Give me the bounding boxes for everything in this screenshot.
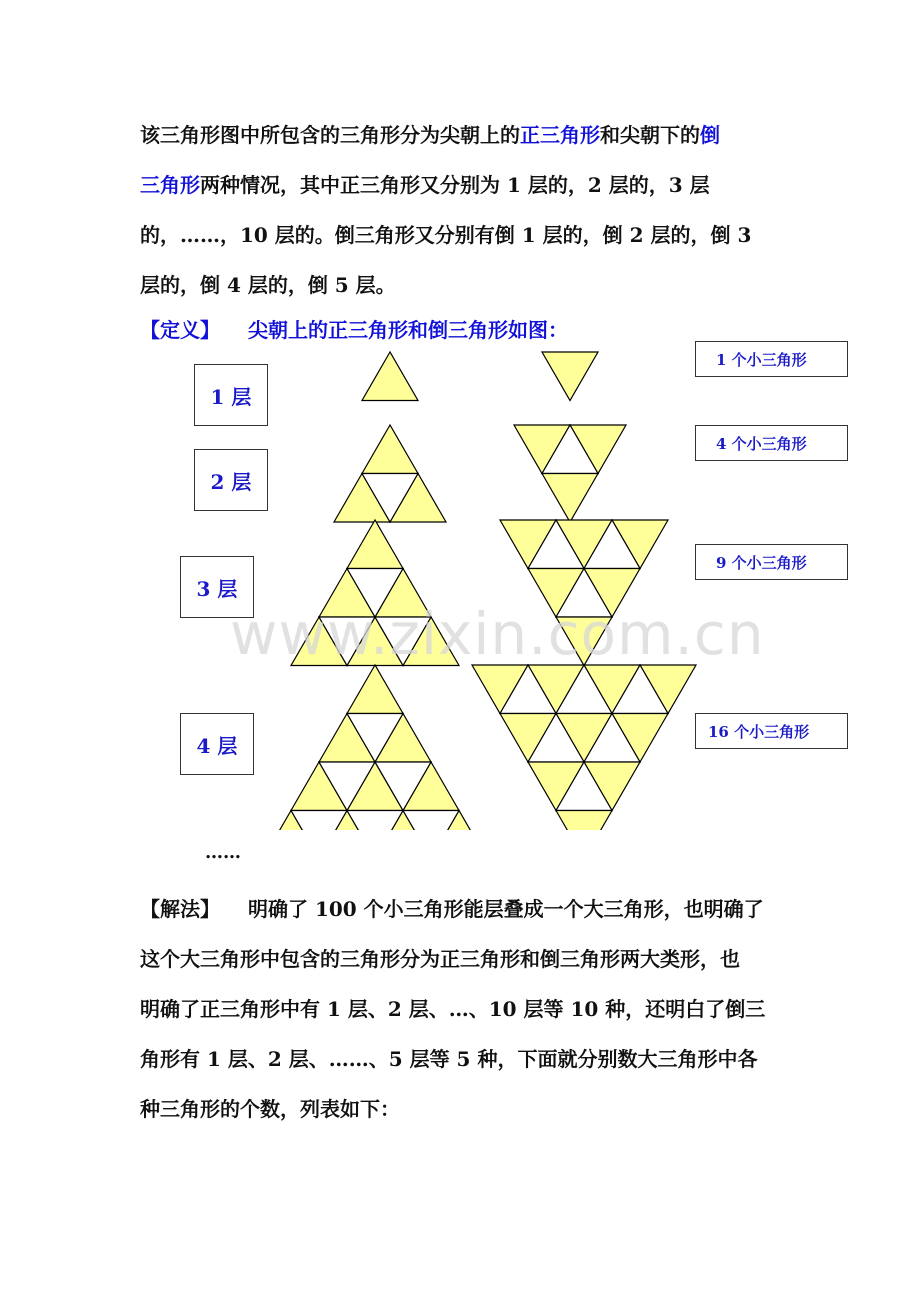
inverted-layer4-small-triangle (556, 810, 612, 830)
upright-layer2-small-triangle (362, 425, 418, 473)
intro-line-4: 层的，倒 4 层的，倒 5 层。 (140, 273, 396, 297)
solution-line-2: 这个大三角形中包含的三角形分为正三角形和倒三角形两大类形，也 (140, 947, 740, 971)
solution-line-3: 明确了正三角形中有 1 层、2 层、…、10 层等 10 种，还明白了倒三 (140, 997, 766, 1021)
term-inverted-triangle-part2: 三角形 (140, 173, 200, 197)
watermark-text: www.zixin.com.cn (230, 600, 765, 668)
term-inverted-triangle-part1: 倒 (700, 123, 720, 147)
solution-line-5: 种三角形的个数，列表如下： (140, 1097, 400, 1121)
count-label-4: 16 个小三角形 (695, 713, 848, 749)
solution-line-4: 角形有 1 层、2 层、……、5 层等 5 种，下面就分别数大三角形中各 (140, 1047, 758, 1071)
definition-label: 【定义】 (140, 318, 220, 342)
term-upright-triangle: 正三角形 (520, 123, 600, 147)
count-label-2: 4 个小三角形 (695, 425, 848, 461)
intro-line-3: 的，……，10 层的。倒三角形又分别有倒 1 层的，倒 2 层的，倒 3 (140, 223, 752, 247)
intro-line-1: 该三角形图中所包含的三角形分为尖朝上的正三角形和尖朝下的倒 (140, 123, 720, 147)
layer-label-4: 4 层 (180, 713, 254, 775)
upright-layer4-small-triangle (347, 665, 403, 713)
layer-label-3: 3 层 (180, 556, 254, 618)
solution-line-1: 【解法】 明确了 100 个小三角形能层叠成一个大三角形，也明确了 (140, 897, 764, 921)
count-label-1: 1 个小三角形 (695, 341, 848, 377)
upright-layer3-small-triangle (347, 520, 403, 568)
upright-layer1-small-triangle (362, 352, 418, 400)
solution-paragraph (140, 884, 790, 1134)
inverted-layer2-small-triangle (542, 473, 598, 521)
layer-label-2: 2 层 (194, 449, 268, 511)
layer-label-1: 1 层 (194, 364, 268, 426)
solution-label: 【解法】 (140, 897, 220, 921)
figure-ellipsis: …… (205, 842, 241, 863)
definition-text: 尖朝上的正三角形和倒三角形如图： (248, 318, 568, 342)
count-label-3: 9 个小三角形 (695, 544, 848, 580)
intro-line-2: 三角形两种情况，其中正三角形又分别为 1 层的，2 层的，3 层 (140, 173, 710, 197)
inverted-layer1-small-triangle (542, 352, 598, 400)
